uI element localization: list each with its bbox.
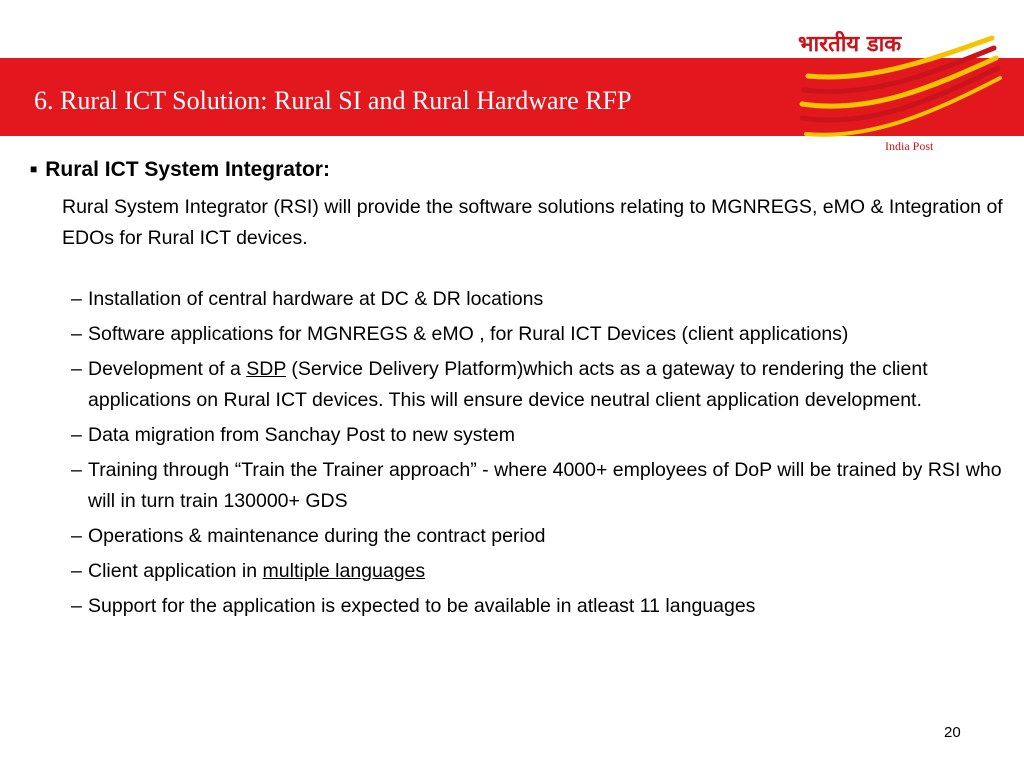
multiple-languages-link[interactable]: multiple languages (262, 560, 426, 582)
logo-hindi-text: भारतीय डाक (798, 32, 902, 57)
sdp-link[interactable]: SDP (246, 358, 287, 380)
sub-bullet-list (30, 284, 1005, 622)
dash-bullet-icon: – (71, 424, 82, 446)
dash-bullet-icon: – (71, 288, 82, 310)
slide-content (30, 158, 1005, 626)
list-item (30, 591, 1005, 622)
india-post-logo-icon (780, 30, 1010, 140)
dash-bullet-icon: – (71, 459, 82, 481)
list-item (30, 521, 1005, 552)
list-item (30, 556, 1005, 587)
list-item-text: Client application in (88, 560, 263, 582)
list-item-text: Installation of central hardware at DC & DR locations (88, 288, 544, 310)
page-number: 20 (944, 724, 961, 741)
list-item (30, 420, 1005, 451)
dash-bullet-icon: – (71, 525, 82, 547)
list-item-text: (Service Delivery Platform)which acts as a gateway to rendering the client applications on Rural ICT devices. This will ensure device neutral client application development. (88, 358, 928, 411)
list-item-text: Data migration from Sanchay Post to new system (88, 424, 516, 446)
main-bullet-text: Rural ICT System Integrator: (45, 158, 330, 181)
main-bullet (30, 158, 1005, 182)
list-item (30, 455, 1005, 517)
dash-bullet-icon: – (71, 323, 82, 345)
list-item (30, 319, 1005, 350)
list-item-text: Operations & maintenance during the contract period (88, 525, 546, 547)
slide-title: 6. Rural ICT Solution: Rural SI and Rural Hardware RFP (34, 86, 632, 115)
list-item-text: Software applications for MGNREGS & eMO , for Rural ICT Devices (client applications) (88, 323, 849, 345)
dash-bullet-icon: – (71, 358, 82, 380)
list-item-text: Support for the application is expected to be available in atleast 11 languages (88, 595, 756, 617)
dash-bullet-icon: – (71, 560, 82, 582)
dash-bullet-icon: – (71, 595, 82, 617)
list-item-text: Training through “Train the Trainer approach” - where 4000+ employees of DoP will be trained by RSI who will in turn train 130000+ GDS (88, 459, 1002, 512)
square-bullet-icon: ■ (30, 162, 38, 176)
logo-english-text: India Post (885, 139, 934, 153)
list-item-text: Development of a (88, 358, 247, 380)
intro-paragraph: Rural System Integrator (RSI) will provide the software solutions relating to MGNREGS, eMO & Integration of EDOs for Rural ICT devices. (62, 196, 1003, 249)
list-item (30, 354, 1005, 416)
list-item (30, 284, 1005, 315)
